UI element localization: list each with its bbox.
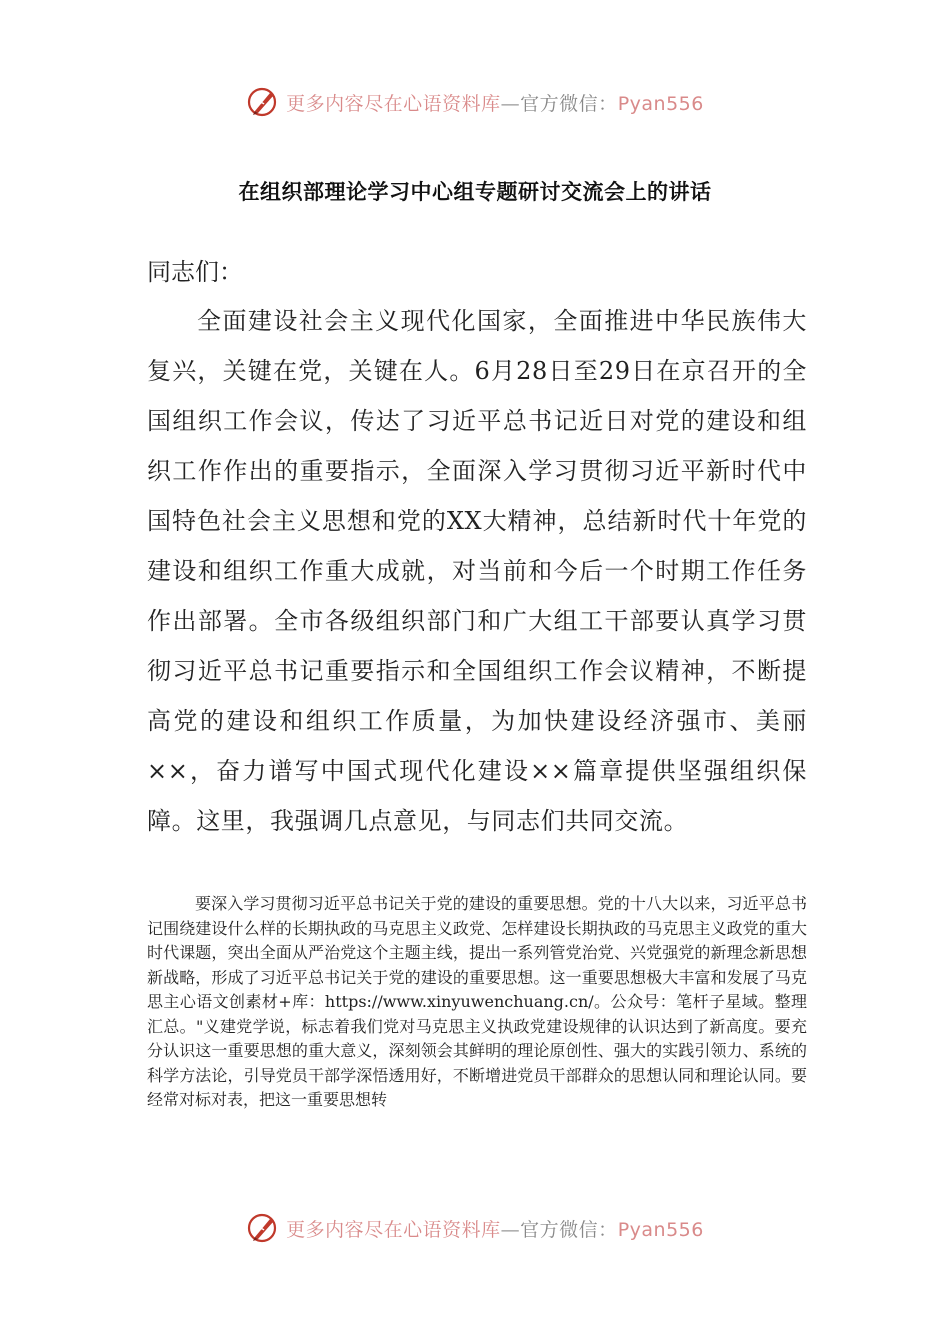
footer-separator: — — [500, 1218, 521, 1241]
header-wechat-id: Pyan556 — [617, 92, 704, 115]
pen-logo-icon — [246, 1211, 280, 1245]
paragraph-main: 全面建设社会主义现代化国家，全面推进中华民族伟大复兴，关键在党，关键在人。6月28日至29日在京召开的全国组织工作会议，传达了习近平总书记近日对党的建设和组织工作作出的重要指示，全面深入学习贯彻习近平新时代中国特色社会主义思想和党的XX大精神，总结新时代十年党的建设和组织工作重大成就，对当前和今后一个时期工作任务作出部署。全市各级组织部门和广大组工干部要认真学习贯彻习近平总书记重要指示和全国组织工作会议精神，不断提高党的建设和组织工作质量，为加快建设经济强市、美丽××，奋力谱写中国式现代化建设××篇章提供坚强组织保障。这里，我强调几点意见，与同志们共同交流。 — [147, 307, 807, 835]
footer-watermark-text — [286, 1215, 704, 1242]
footer-watermark-banner — [0, 1208, 950, 1248]
paragraph-small: 要深入学习贯彻习近平总书记关于党的建设的重要思想。党的十八大以来，习近平总书记围绕建设什么样的长期执政的马克思主义政党、怎样建设长期执政的马克思主义政党的重大时代课题，突出全面从严治党这个主题主线，提出一系列管党治党、兴党强党的新理念新思想新战略，形成了习近平总书记关于党的建设的重要思想。这一重要思想极大丰富和发展了马克思主心语文创素材+库：https://www.xinyuwenchuang.cn/。公众号：笔杆子星域。整理汇总。"义建党学说，标志着我们党对马克思主义执政党建设规律的认识达到了新高度。要充分认识这一重要思想的重大意义，深刻领会其鲜明的理论原创性、强大的实践引领力、系统的科学方法论，引导党员干部学深悟透用好，不断增进党员干部群众的思想认同和理论认同。要经常对标对表，把这一重要思想转 — [147, 894, 807, 1109]
header-separator: — — [500, 92, 521, 115]
salutation: 同志们： — [147, 258, 243, 286]
footer-site-text: 更多内容尽在心语资料库 — [286, 1218, 501, 1241]
header-wechat-label: 官方微信： — [520, 92, 618, 115]
header-watermark-text — [286, 89, 704, 116]
footer-wechat-id: Pyan556 — [617, 1218, 704, 1241]
header-site-text: 更多内容尽在心语资料库 — [286, 92, 501, 115]
header-watermark-banner — [0, 82, 950, 122]
pen-logo-icon — [246, 85, 280, 119]
footer-wechat-label: 官方微信： — [520, 1218, 618, 1241]
document-title: 在组织部理论学习中心组专题研讨交流会上的讲话 — [238, 180, 712, 204]
